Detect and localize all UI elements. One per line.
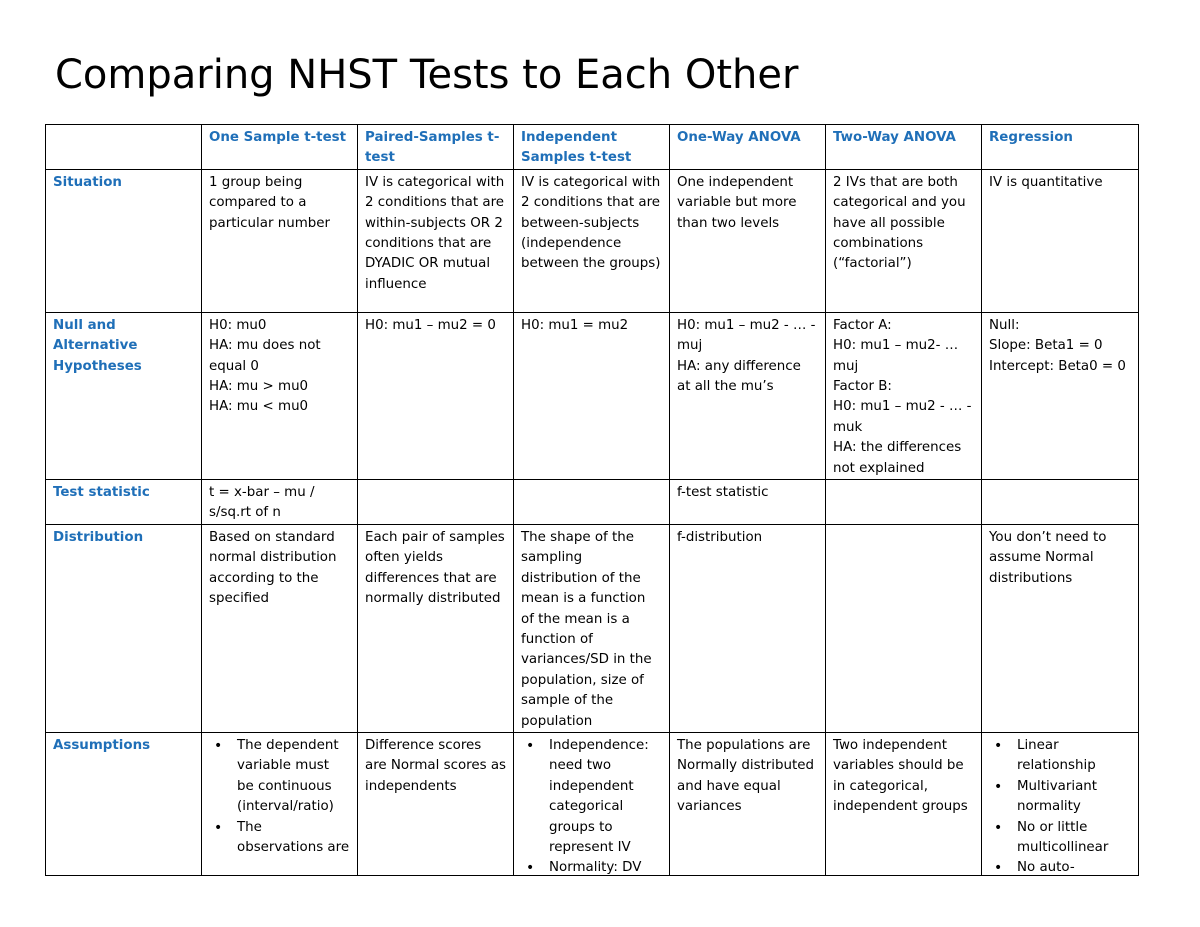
list-item: • The dependent variable must be continuous (interval/ratio) [237,736,350,818]
hypothesis-line: H0: mu1 – mu2 - … - muk [833,399,972,435]
distribution-one-sample: Based on standard normal distribution according to the specified [202,524,358,732]
hypotheses-two-way [826,312,982,479]
distribution-two-way [826,524,982,732]
header-corner [46,125,202,170]
hypotheses-one-way [670,312,826,479]
assumptions-two-way: Two independent variables should be in categorical, independent groups [826,732,982,875]
row-test-statistic [46,480,1139,525]
assumptions-independent [514,732,670,875]
header-row [46,125,1139,170]
hypothesis-line: H0: mu0 [209,317,267,333]
list-item: • Normality: DV [549,858,662,874]
page-title: Comparing NHST Tests to Each Other [55,52,799,98]
list-item: • No or little multicollinear [1017,818,1131,859]
test-statistic-one-way: f-test statistic [670,480,826,525]
hypothesis-line: Intercept: Beta0 = 0 [989,358,1126,374]
list-item: • Multivariant normality [1017,777,1131,818]
hypotheses-regression [982,312,1139,479]
header-independent: Independent Samples t-test [514,125,670,170]
row-situation [46,169,1139,312]
situation-paired: IV is categorical with 2 conditions that are within-subjects OR 2 conditions that are DYADIC OR mutual influence [358,169,514,312]
test-statistic-one-sample: t = x-bar – mu / s/sq.rt of n [202,480,358,525]
header-regression: Regression [982,125,1139,170]
row-label-situation: Situation [46,169,202,312]
test-statistic-two-way [826,480,982,525]
header-two-way-anova: Two-Way ANOVA [826,125,982,170]
assumptions-one-way: The populations are Normally distributed and have equal variances [670,732,826,875]
list-item: • Independence: need two independent categorical groups to represent IV [549,736,662,858]
hypothesis-line: HA: mu > mu0 [209,379,309,395]
row-label-test-statistic: Test statistic [46,480,202,525]
distribution-one-way: f-distribution [670,524,826,732]
test-statistic-paired [358,480,514,525]
hypothesis-line: H0: mu1 – mu2- … muj [833,338,959,374]
assumptions-one-sample [202,732,358,875]
hypothesis-line: Null: [989,317,1020,333]
test-statistic-regression [982,480,1139,525]
comparison-table [45,124,1139,876]
hypothesis-line: HA: any difference at all the mu’s [677,358,801,395]
hypothesis-line: Factor B: [833,379,892,395]
row-distribution [46,524,1139,732]
situation-two-way: 2 IVs that are both categorical and you have all possible combinations (“factorial”) [826,169,982,312]
list-item: • The observations are [237,818,350,859]
row-label-distribution: Distribution [46,524,202,732]
assumptions-paired: Difference scores are Normal scores as independents [358,732,514,875]
distribution-paired: Each pair of samples often yields differences that are normally distributed [358,524,514,732]
hypotheses-one-sample [202,312,358,479]
header-paired: Paired-Samples t-test [358,125,514,170]
row-label-hypotheses: Null and Alternative Hypotheses [46,312,202,479]
hypothesis-line: Factor A: [833,317,892,333]
header-one-way-anova: One-Way ANOVA [670,125,826,170]
situation-independent: IV is categorical with 2 conditions that are between-subjects (independence between the groups) [514,169,670,312]
row-label-assumptions: Assumptions [46,732,202,875]
row-assumptions [46,732,1139,875]
hypothesis-line: HA: mu does not equal 0 [209,338,321,374]
list-item: • Linear relationship [1017,736,1131,777]
list-item: • No auto- [1017,858,1131,874]
hypotheses-paired: H0: mu1 – mu2 = 0 [358,312,514,479]
assumptions-regression [982,732,1139,875]
hypothesis-line: HA: mu < mu0 [209,399,309,415]
hypothesis-line: H0: mu1 – mu2 - … - muj [677,317,816,354]
hypothesis-line: Slope: Beta1 = 0 [989,338,1103,354]
distribution-regression: You don’t need to assume Normal distributions [982,524,1139,732]
distribution-independent: The shape of the sampling distribution of the mean is a function of the mean is a function of variances/SD in the population, size of sample of the population [514,524,670,732]
hypotheses-independent: H0: mu1 = mu2 [514,312,670,479]
row-hypotheses [46,312,1139,479]
situation-one-way: One independent variable but more than two levels [670,169,826,312]
situation-regression: IV is quantitative [982,169,1139,312]
hypothesis-line: HA: the differences not explained [833,440,962,476]
header-one-sample: One Sample t-test [202,125,358,170]
situation-one-sample: 1 group being compared to a particular number [202,169,358,312]
test-statistic-independent [514,480,670,525]
